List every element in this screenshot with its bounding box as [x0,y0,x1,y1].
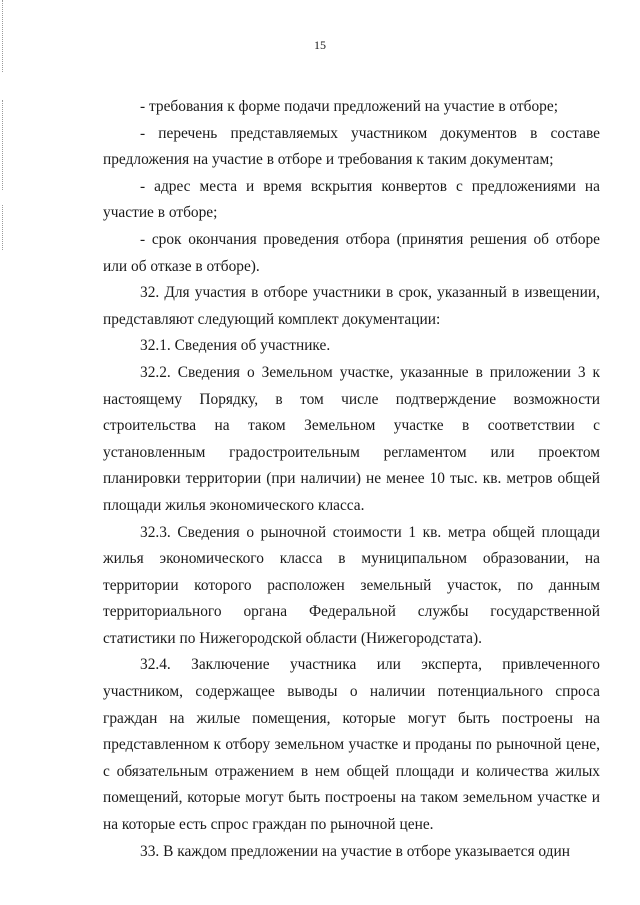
paragraph-documents-list: - перечень представляемых участником документов в составе предложения на участие в отборе и требования к таким документам; [103,124,600,169]
scan-edge-mark [2,100,4,190]
paragraph-requirements-form: - требования к форме подачи предложений на участие в отборе; [140,98,558,115]
paragraph-selection-deadline: - срок окончания проведения отбора (принятия решения об отборе или об отказе в отборе). [103,230,600,275]
paragraph-32: 32. Для участия в отборе участники в срок, указанный в извещении, представляют следующий комплект документации: [103,284,600,328]
paragraph-32-3: 32.3. Сведения о рыночной стоимости 1 кв. метра общей площади жилья экономического класса в муниципальном образовании, на территории которого расположен земельный участок, по данным территориального органа Федеральной службы государственной статистики по Нижегородской области (Нижегородстата). [103,523,600,647]
paragraph-32-4: 32.4. Заключение участника или эксперта, привлеченного участником, содержащее выводы о наличии потенциального спроса граждан на жилые помещения, которые могут быть построены на представленном к отбору земельном участке и проданы по рыночной цене, с обязательным отражением в нем общей площади и количества жилых помещений, которые могут быть построены на таком земельном участке и на которые есть спрос граждан по рыночной цене. [103,656,600,834]
paragraph-33: 33. В каждом предложении на участие в отборе указывается один [140,842,570,860]
paragraph-envelope-opening: - адрес места и время вскрытия конвертов с предложениями на участие в отборе; [103,177,600,222]
document-body [103,94,600,865]
page-number: 15 [314,38,326,52]
scan-edge-mark [2,0,4,72]
scan-edge-mark [2,205,4,250]
paragraph-32-2: 32.2. Сведения о Земельном участке, указанные в приложении 3 к настоящему Порядку, в том числе подтверждение возможности строительства на таком Земельном участке в соответствии с установленным градостроительным регламентом или проектом планировки территории (при наличии) не менее 10 тыс. кв. метров общей площади жилья экономического класса. [103,363,600,514]
paragraph-32-1: 32.1. Сведения об участнике. [140,337,331,355]
